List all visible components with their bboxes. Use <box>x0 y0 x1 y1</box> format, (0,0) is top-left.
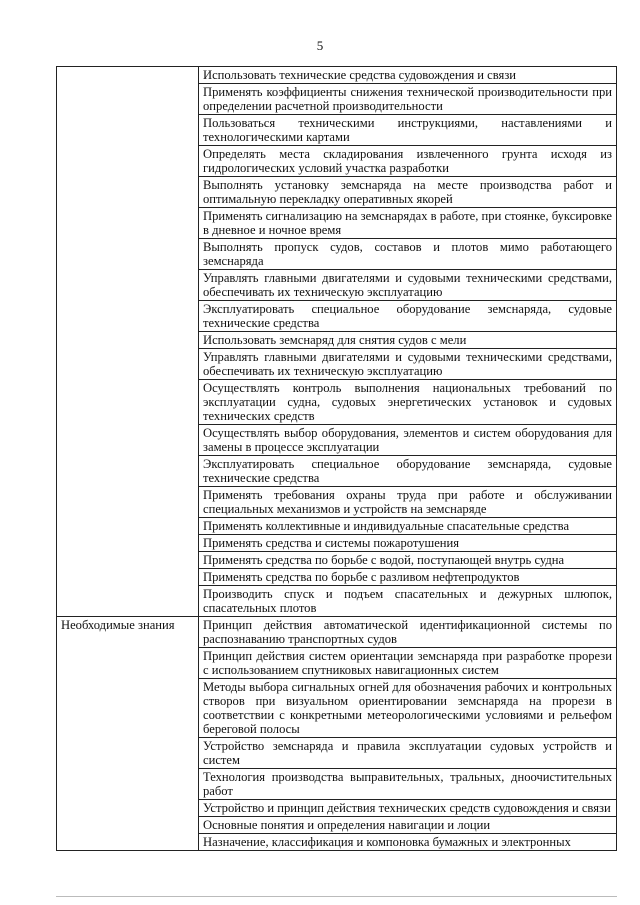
skill-item: Определять места складирования извлеченного грунта исходя из гидрологических условий участка разработки <box>199 146 617 177</box>
skill-item: Выполнять пропуск судов, составов и плотов мимо работающего земснаряда <box>199 239 617 270</box>
skill-item: Управлять главными двигателями и судовыми техническими средствами, обеспечивать их техническую эксплуатацию <box>199 349 617 380</box>
skill-item: Применять сигнализацию на земснарядах в работе, при стоянке, буксировке в дневное и ночное время <box>199 208 617 239</box>
knowledge-item: Устройство земснаряда и правила эксплуатации судовых устройств и систем <box>199 738 617 769</box>
knowledge-item: Методы выбора сигнальных огней для обозначения рабочих и контрольных створов при визуальном ориентировании земснаряда на прорези в соответствии с конкретными метеорологическими условиями и рельефом береговой полосы <box>199 679 617 738</box>
skill-item: Осуществлять контроль выполнения национальных требований по эксплуатации судна, судовых энергетических установок и судовых технических средств <box>199 380 617 425</box>
knowledge-item: Основные понятия и определения навигации и лоции <box>199 817 617 834</box>
page-number: 5 <box>316 38 324 53</box>
page-bottom-rule <box>56 896 617 897</box>
skill-item: Применять средства по борьбе с разливом нефтепродуктов <box>199 569 617 586</box>
skill-item: Пользоваться техническими инструкциями, наставлениями и технологическими картами <box>199 115 617 146</box>
knowledge-item: Принцип действия автоматической идентификационной системы по распознаванию транспортных судов <box>199 617 617 648</box>
knowledge-item: Устройство и принцип действия технических средств судовождения и связи <box>199 800 617 817</box>
skill-item: Производить спуск и подъем спасательных и дежурных шлюпок, спасательных плотов <box>199 586 617 617</box>
skill-item: Применять средства по борьбе с водой, поступающей внутрь судна <box>199 552 617 569</box>
skill-item: Применять коллективные и индивидуальные спасательные средства <box>199 518 617 535</box>
skills-row <box>57 67 617 84</box>
skill-item: Выполнять установку земснаряда на месте производства работ и оптимальную перекладку оперативных якорей <box>199 177 617 208</box>
knowledge-item: Принцип действия систем ориентации земснаряда при разработке прорези с использованием спутниковых навигационных систем <box>199 648 617 679</box>
knowledge-item: Технология производства выправительных, тральных, дноочистительных работ <box>199 769 617 800</box>
skill-item: Использовать технические средства судовождения и связи <box>199 67 617 84</box>
skill-item: Эксплуатировать специальное оборудование земснаряда, судовые технические средства <box>199 301 617 332</box>
knowledge-label: Необходимые знания <box>57 617 199 851</box>
skill-item: Применять коэффициенты снижения технической производительности при определении расчетной производительности <box>199 84 617 115</box>
skill-item: Применять требования охраны труда при работе и обслуживании специальных механизмов и устройств на земснаряде <box>199 487 617 518</box>
knowledge-row <box>57 617 617 648</box>
skills-label-cell <box>57 67 199 617</box>
skill-item: Осуществлять выбор оборудования, элементов и систем оборудования для замены в процессе эксплуатации <box>199 425 617 456</box>
skill-item: Эксплуатировать специальное оборудование земснаряда, судовые технические средства <box>199 456 617 487</box>
knowledge-item: Назначение, классификация и компоновка бумажных и электронных <box>199 834 617 851</box>
skill-item: Применять средства и системы пожаротушения <box>199 535 617 552</box>
competency-table <box>56 66 617 851</box>
skill-item: Управлять главными двигателями и судовыми техническими средствами, обеспечивать их техническую эксплуатацию <box>199 270 617 301</box>
skill-item: Использовать земснаряд для снятия судов с мели <box>199 332 617 349</box>
